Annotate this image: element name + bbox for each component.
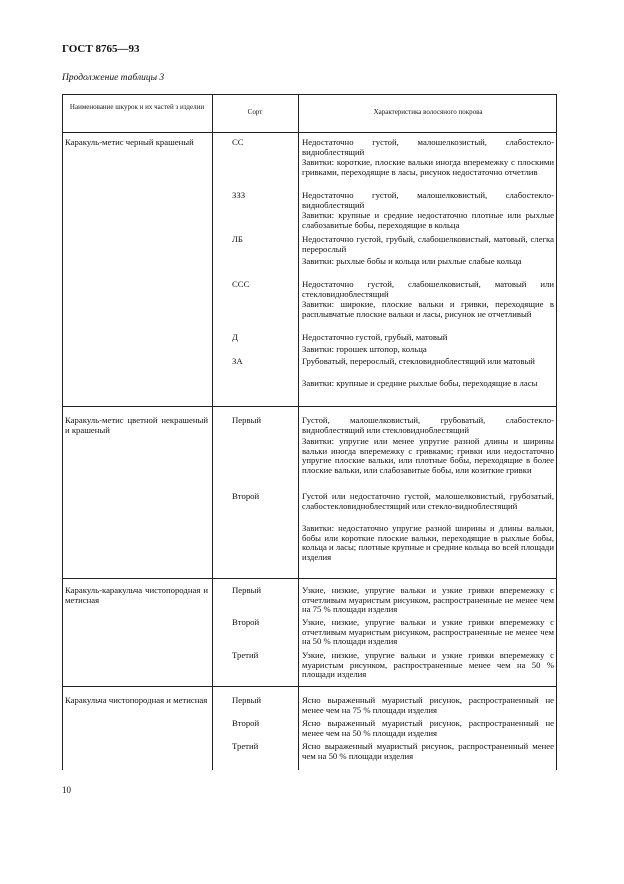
description-text: Узкие, низкие, упругие вальки и узкие гривки вперемежку с муаристым рисунком, распространенные менее чем на 50 % площади изделия	[302, 650, 554, 680]
group-name: Каракуль-каракульча чистопородная и метисная	[65, 585, 208, 605]
description-text: Завитки: горошек штопор, кольца	[302, 344, 427, 354]
sort-value: Второй	[232, 617, 260, 627]
sort-value: ЛБ	[232, 234, 243, 244]
sort-value: Второй	[232, 491, 260, 501]
description-text: Завитки: короткие, плоские вальки иногда вперемежку с плоскими гривками, переходящие в ласы, рисунок недостаточно отчетлив	[302, 157, 554, 177]
description-text: Завитки: недостаточно упругие разной ширины и длины вальки, бобы или короткие плоские вальки, переходящие в рыхлые бобы, кольца и ласы; плотные крупные и средние кольца во всей площади изделия	[302, 523, 554, 562]
description-text: Узкие, низкие, упругие вальки и узкие гривки вперемежку с отчетливым муаристым рисунком, распространенные не менее чем на 50 % площади изделия	[302, 617, 554, 647]
table-right-border	[556, 94, 557, 770]
description-text: Узкие, низкие, упругие вальки и узкие гривки вперемежку с отчетливым муаристым рисунком, распространенные не менее чем на 75 % площади изделия	[302, 585, 554, 615]
sort-value: Третий	[232, 741, 259, 751]
description-text: Завитки: рыхлые бобы и кольца или рыхлые слабые кольца	[302, 256, 522, 266]
group-name: Каракуль-метис черный крашеный	[65, 137, 194, 147]
sort-value: Первый	[232, 695, 262, 705]
sort-value: Второй	[232, 718, 260, 728]
description-text: Грубоватый, перерослый, стекловидноблестящий или матовый	[302, 356, 535, 366]
sort-value: ЗЗЗ	[232, 190, 246, 200]
description-text: Недостаточно густой, грубый, слабошелковистый, матовый, слегка перерослый	[302, 234, 554, 254]
column-header-description: Характеристика волосяного покрова	[373, 108, 483, 116]
description-text: Густой или недостаточно густой, малошелковистый, грубозатый, слабостекловидноблестящий или стекло-видноблестящий	[302, 491, 554, 511]
column-header-name: Наименование шкурок и их частей з изделии	[69, 103, 205, 111]
description-text: Недостаточно густой, слабошелковистый, матовый или стекловидноблестящий	[302, 279, 554, 299]
sort-value: ССС	[232, 279, 250, 289]
description-text: Недостаточно густой, грубый, матовый	[302, 332, 448, 342]
description-text: Ясно выраженный муаристый рисунок, распространенный не менее чем на 50 % площади изделия	[302, 718, 554, 738]
table-continuation-caption: Продолжение таблицы 3	[62, 73, 165, 83]
description-text: Завитки: крупные и средние недостаточно плотные или рыхлые слабозавитые бобы, переходящие в кольца	[302, 210, 554, 230]
description-text: Завитки: крупные и средние рыхлые бобы, переходящие в ласы	[302, 378, 538, 388]
description-text: Густой, малошелковистый, грубоватый, слабостекло-видноблестящий или стекловидноблестящий	[302, 415, 554, 435]
page-number: 10	[62, 785, 71, 795]
group-divider	[62, 686, 557, 687]
group-name: Каракульча чистопородная и метисная	[65, 695, 208, 705]
table-left-border	[62, 94, 63, 770]
sort-value: Первый	[232, 415, 262, 425]
description-text: Ясно выраженный муаристый рисунок, распространенный не менее чем на 75 % площади изделия	[302, 695, 554, 715]
sort-value: СС	[232, 137, 244, 147]
sort-value: Первый	[232, 585, 262, 595]
col-divider-1	[212, 94, 213, 770]
sort-value: ЗА	[232, 356, 243, 366]
col-divider-2	[298, 94, 299, 770]
document-id: ГОСТ 8765—93	[62, 43, 140, 55]
sort-value: Третий	[232, 650, 259, 660]
description-text: Недостаточно густой, малошелковистый, слабостекло-видноблестящий	[302, 190, 554, 210]
description-text: Завитки: широкие, плоские вальки и гривки, переходящие в расплывчатые плоские вальки и ласы, рисунок не отчетливый	[302, 299, 554, 319]
header-bottom-border	[62, 132, 557, 133]
sorting-table	[62, 94, 557, 770]
description-text: Ясно выраженный муаристый рисунок, распространенный менее чем на 50 % площади изделия	[302, 741, 554, 761]
description-text: Завитки: упругие или менее упругие разной длины и ширины вальки иногда вперемежку с гривками; гривки или недостаточно упругие плоские вальки, или плотные бобы, переходящие в более плоские вальки, или слабозавитые бобы, или козиткие гривки	[302, 436, 554, 475]
group-divider	[62, 406, 557, 407]
column-header-sort: Сорт	[247, 108, 263, 116]
group-name: Каракуль-метис цветной некрашеный и крашеный	[65, 415, 208, 435]
table-top-border	[62, 94, 557, 95]
group-divider	[62, 578, 557, 579]
description-text: Недостаточно густой, малошелкозистый, слабостекло-видноблестящий	[302, 137, 554, 157]
sort-value: Д	[232, 332, 238, 342]
